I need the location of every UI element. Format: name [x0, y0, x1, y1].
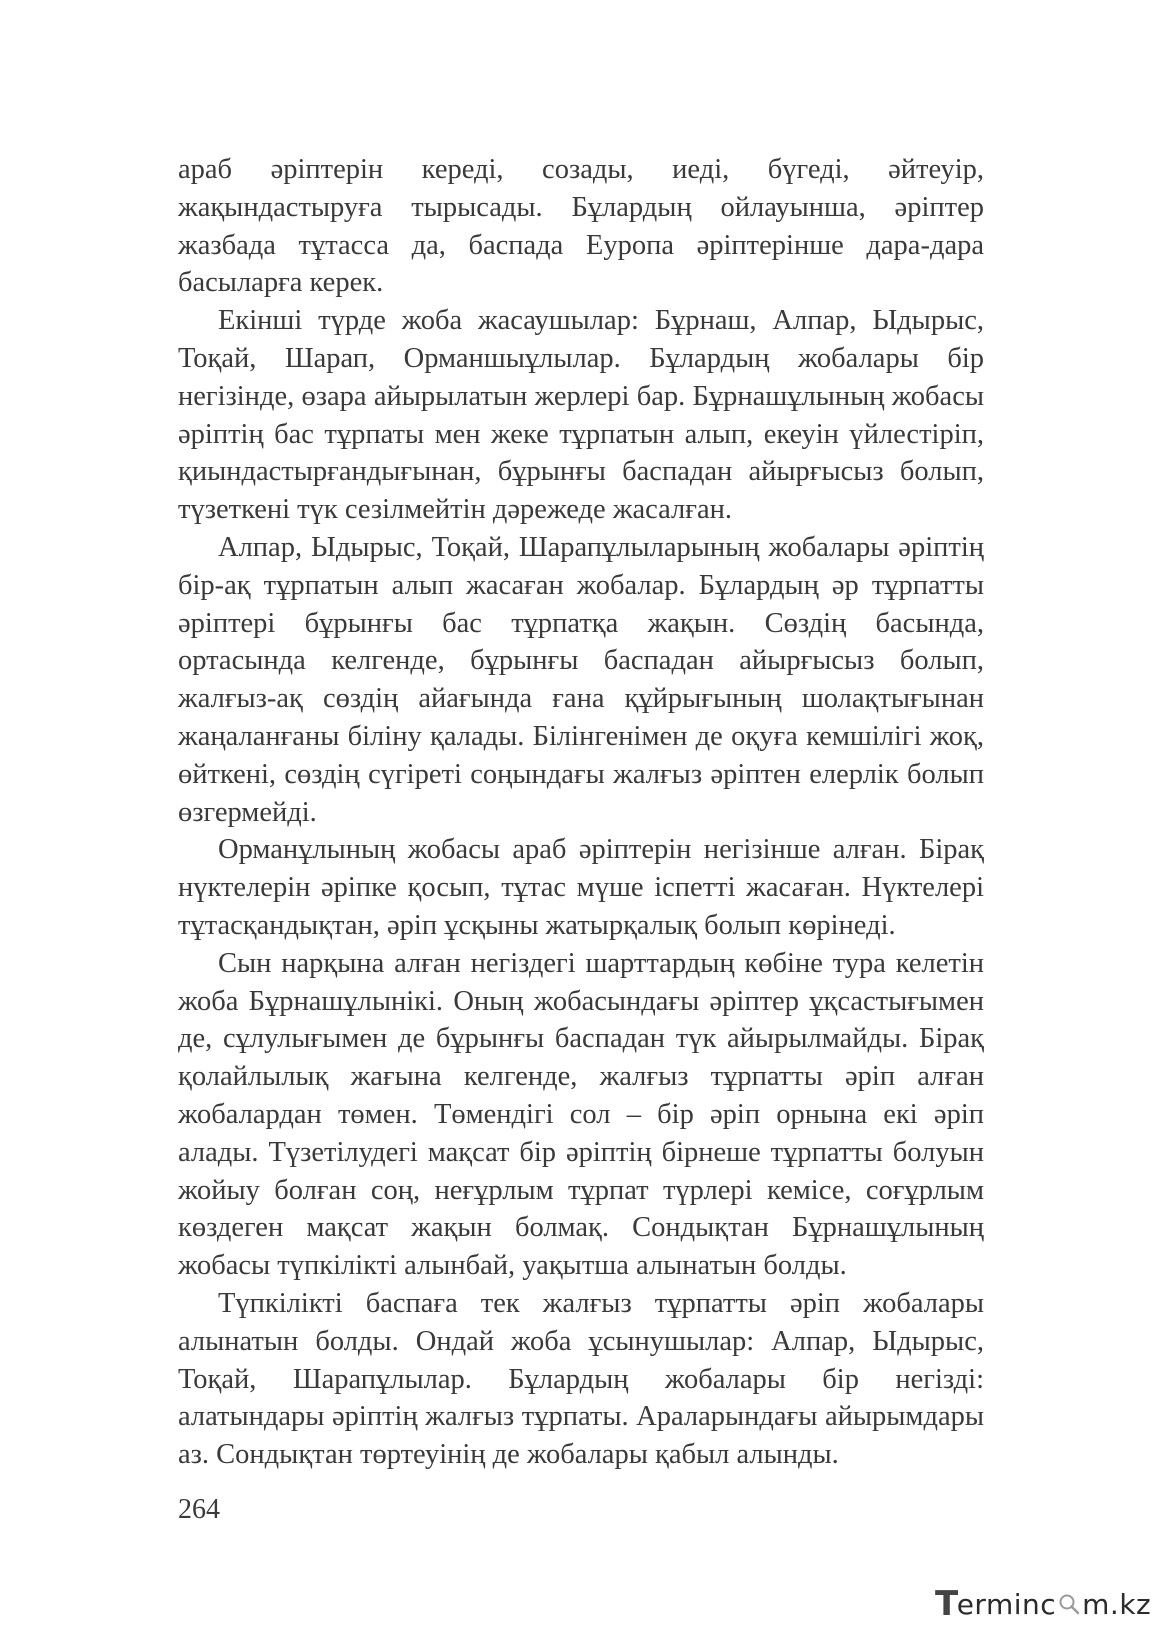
watermark-text-part-c: c: [1040, 1587, 1057, 1621]
watermark-t-letter: T: [935, 1584, 959, 1624]
paragraph-3: Алпар, Ыдырыс, Тоқай, Шарапұлыларының жобалары әріптің бір-ақ тұрпатын алып жасаған жобалар. Бұлардың әр тұрпатты әріптері бұрынғы бас тұрпатқа жақын. Сөздің басында, ортасында келгенде, бұрынғы баспадан айырғысыз болып, жалғыз-ақ сөздің айағында ғана құйрығының шолақтығынан жаңаланғаны біліну қалады. Білінгенімен де оқуға кемшілігі жоқ, өйткені, сөздің сүгіреті соңындағы жалғыз әріптен елерлік болып өзгермейді.: [178, 531, 984, 828]
magnifier-icon: [1058, 1593, 1080, 1615]
watermark-text-part-1: ermin: [956, 1587, 1041, 1621]
paragraph-1: араб әріптерін кереді, созады, иеді, бүгеді, әйтеуір, жақындастыруға тырысады. Бұлардың ойлауынша, әріптер жазбада тұтасса да, баспада Еуропа әріптерінше дара-дара басыларға керек.: [178, 154, 984, 299]
paragraph-4: Орманұлының жобасы араб әріптерін негізінше алған. Бірақ нүктелерін әріпке қосып, тұтас мүше іспетті жасаған. Нүктелері тұтасқандықтан, әріп ұсқыны жатырқалық болып көрінеді.: [178, 834, 984, 941]
paragraph-2: Екінші түрде жоба жасаушылар: Бұрнаш, Алпар, Ыдырыс, Тоқай, Шарап, Орманшыұлылар. Бұлардың жобалары бір негізінде, өзара айырылатын жерлері бар. Бұрнашұлының жобасы әріптің бас тұрпаты мен жеке тұрпатын алып, екеуін үйлестіріп, қиындастырғандығынан, бұрынғы баспадан айырғысыз болып, түзеткені түк сезілмейтін дәрежеде жасалған.: [178, 305, 984, 526]
termincom-watermark: [935, 1585, 1151, 1623]
body-text: [178, 151, 984, 1474]
paragraph-5: Сын нарқына алған негіздегі шарттардың көбіне тура келетін жоба Бұрнашұлынікі. Оның жобасындағы әріптер ұқсастығымен де, сұлулығымен де бұрынғы баспадан түк айырылмайды. Бірақ қолайлылық жағына келгенде, жалғыз тұрпатты әріп алған жобалардан төмен. Төмендігі сол – бір әріп орнына екі әріп алады. Түзетілудегі мақсат бір әріптің бірнеше тұрпатты болуын жойыу болған соң, неғұрлым тұрпат түрлері кемісе, соғұрлым көздеген мақсат жақын болмақ. Сондықтан Бұрнашұлының жобасы түпкілікті алынбай, уақытша алынатын болды.: [178, 947, 984, 1282]
watermark-text-part-2: m.kz: [1082, 1587, 1152, 1621]
paragraph-6: Түпкілікті баспаға тек жалғыз тұрпатты әріп жобалары алынатын болды. Ондай жоба ұсынушылар: Алпар, Ыдырыс, Тоқай, Шарапұлылар. Бұлардың жобалары бір негізді: алатындары әріптің жалғыз тұрпаты. Араларындағы айырымдары аз. Сондықтан төртеуінің де жобалары қабыл алынды.: [178, 1287, 984, 1471]
page-number: 264: [178, 1494, 220, 1525]
